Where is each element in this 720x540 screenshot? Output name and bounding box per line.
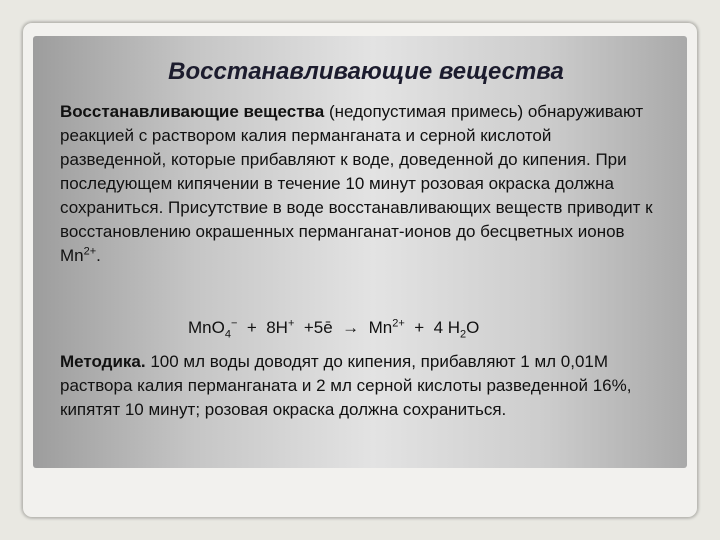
eq-h2: + 4 H xyxy=(404,318,461,337)
method-bold-lead: Методика. xyxy=(60,352,146,371)
reaction-equation xyxy=(188,317,480,341)
eq-mn: +5ē → Mn xyxy=(294,318,393,337)
method-text: 100 мл воды доводят до кипения, прибавляют 1 мл 0,01М раствора калия перманганата и 2 мл серной кислоты разведенной 16%, кипятят 10 минут; розовая окраска должна сохраниться. xyxy=(60,352,632,419)
ion-charge: 2+ xyxy=(83,245,97,258)
eq-mno: MnO xyxy=(188,318,225,337)
paragraph-text: (недопустимая примесь) обнаруживают реакцией с раствором калия перманганата и серной кислотой разведенной, которые прибавляют к воде, доведенной до кипения. При последующем кипячении в течение 10 минут розовая окраска должна сохраниться. Присутствие в воде восстанавливающих веществ приводит к восстановлению окрашенных перманганат-ионов до бесцветных ионов Mn xyxy=(60,102,653,265)
eq-h: + 8H xyxy=(237,318,288,337)
slide-title: Восстанавливающие вещества xyxy=(168,58,564,85)
eq-mn-sup: 2+ xyxy=(392,317,405,330)
paragraph-end: . xyxy=(96,246,101,265)
eq-h2-sub: 2 xyxy=(460,328,467,341)
method-paragraph xyxy=(60,350,660,422)
main-paragraph xyxy=(60,100,660,268)
eq-o: O xyxy=(466,318,480,337)
paragraph-bold-lead: Восстанавливающие вещества xyxy=(60,102,325,121)
eq-mno-sup: − xyxy=(230,317,238,330)
eq-mno-sub: 4 xyxy=(224,328,231,341)
eq-h-sup: + xyxy=(287,317,295,330)
